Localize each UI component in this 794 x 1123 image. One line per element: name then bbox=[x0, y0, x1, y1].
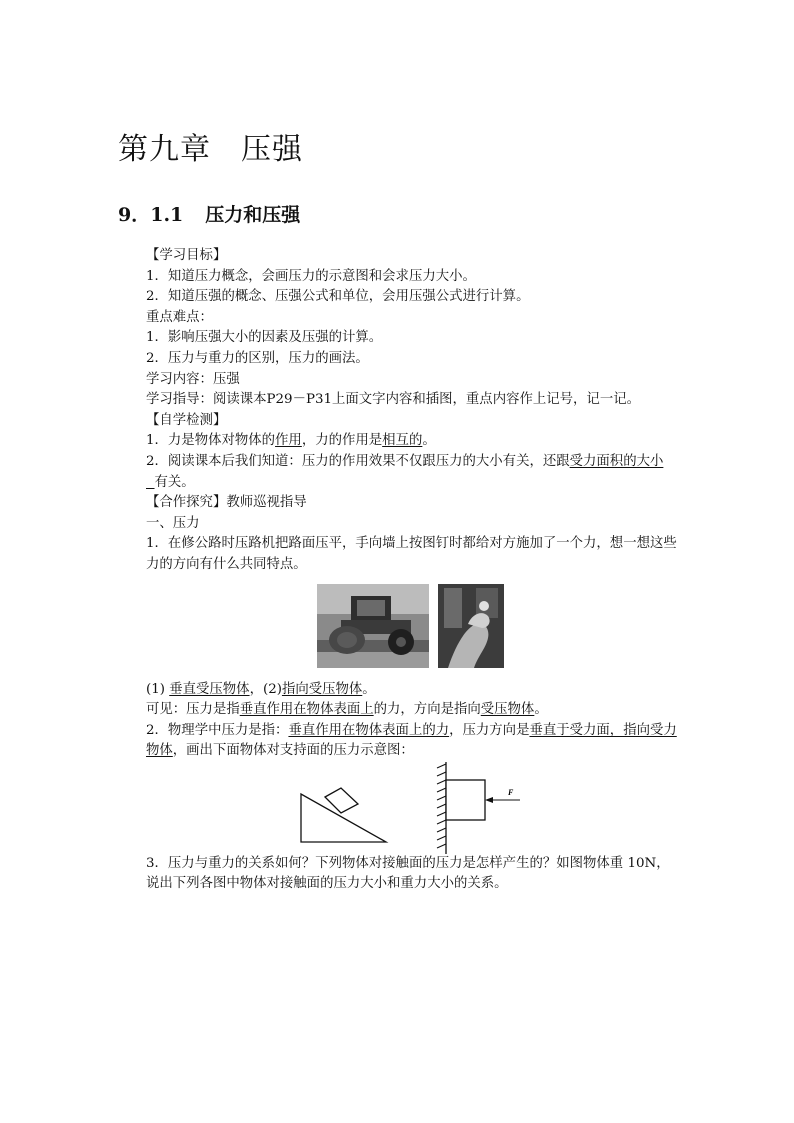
explore-question-1: 1．在修公路时压路机把路面压平，手向墙上按图钉时都给对方施加了一个力，想一想这些力的方向有什么共同特点。 bbox=[146, 536, 677, 572]
question-text: 。 bbox=[534, 702, 548, 718]
chapter-title bbox=[118, 124, 303, 168]
question-text: ，力的作用是 bbox=[301, 433, 383, 449]
question-text: 有关。 bbox=[154, 474, 195, 490]
self-check-question-2 bbox=[118, 452, 680, 493]
question-text: 可见：压力是指 bbox=[146, 702, 240, 718]
explore-heading bbox=[118, 493, 680, 514]
force-diagrams-svg bbox=[118, 762, 680, 854]
key-point-item: 1．影响压强大小的因素及压强的计算。 bbox=[146, 330, 383, 346]
conclusion-line bbox=[118, 700, 680, 721]
answer-text: 垂直作用在物体表面上 bbox=[239, 702, 374, 718]
question-text: 的力，方向是指向 bbox=[373, 702, 481, 718]
question-text: 1．力是物体对物体的 bbox=[146, 433, 276, 449]
answer-text: 作用 bbox=[275, 433, 302, 449]
photo-row bbox=[118, 576, 680, 680]
question-text: 2．阅读课本后我们知道：压力的作用效果不仅跟压力的大小有关，还跟 bbox=[146, 453, 570, 469]
answer-text: 垂直受压物体 bbox=[169, 681, 250, 697]
explore-heading-label: 【合作探究】 bbox=[146, 495, 227, 511]
incline-diagram bbox=[301, 788, 386, 842]
explore-question-3: 3．压力与重力的关系如何？下列物体对接触面的压力是怎样产生的？如图物体重 10N，说出下列各图中物体对接触面的压力大小和重力大小的关系。 bbox=[146, 855, 670, 892]
study-content-value: 压强 bbox=[212, 371, 240, 387]
section-name: 压力和压强 bbox=[205, 204, 301, 226]
answer-suffix: 。 bbox=[362, 681, 376, 697]
road-roller-photo bbox=[317, 584, 429, 668]
answer-blank bbox=[146, 475, 155, 490]
part1-title: 一、压力 bbox=[146, 515, 200, 531]
force-label: F bbox=[508, 787, 514, 797]
wall-diagram bbox=[437, 762, 520, 854]
question-text: 。 bbox=[422, 433, 436, 449]
answer-text: 受力面积的大小 bbox=[569, 453, 664, 469]
answer-text: 垂直于受力面，指向受力物体 bbox=[146, 722, 677, 759]
study-guide bbox=[118, 390, 680, 411]
key-points-heading: 重点难点： bbox=[146, 309, 213, 325]
study-guide-value: 阅读课本P29－P31上面文字内容和插图，重点内容作上记号，记一记。 bbox=[212, 392, 640, 408]
answer-text: 指向受压物体 bbox=[281, 681, 363, 697]
explore-question-2 bbox=[118, 721, 680, 762]
goals-heading: 【学习目标】 bbox=[146, 248, 227, 263]
key-point-item: 2．压力与重力的区别，压力的画法。 bbox=[146, 350, 369, 366]
document-body bbox=[118, 246, 680, 895]
answer-prefix: (1) bbox=[146, 681, 170, 697]
question-text: ，压力方向是 bbox=[449, 722, 530, 738]
thumbtack-illustration bbox=[438, 584, 504, 668]
chapter-number: 第九章 bbox=[118, 132, 211, 167]
road-roller-illustration bbox=[317, 584, 429, 668]
question-text: 2．物理学中压力是指： bbox=[146, 722, 289, 738]
goal-item: 1．知道压力概念，会画压力的示意图和会求压力大小。 bbox=[146, 268, 476, 284]
answer-separator: ，(2) bbox=[249, 681, 282, 697]
study-content bbox=[118, 370, 680, 391]
answer-text: 受压物体 bbox=[480, 702, 535, 718]
section-title bbox=[118, 200, 300, 227]
section-number: 9．1.1 bbox=[118, 204, 184, 226]
answer-text: 垂直作用在物体表面上的力 bbox=[288, 722, 450, 738]
explore-heading-note: 教师巡视指导 bbox=[226, 495, 307, 511]
self-check-heading: 【自学检测】 bbox=[146, 412, 227, 428]
thumbtack-photo bbox=[438, 584, 504, 668]
chapter-name: 压强 bbox=[241, 132, 303, 167]
answer-line-1 bbox=[118, 680, 680, 701]
study-guide-label: 学习指导： bbox=[146, 392, 213, 408]
goal-item: 2．知道压强的概念、压强公式和单位，会用压强公式进行计算。 bbox=[146, 289, 530, 305]
study-content-label: 学习内容： bbox=[146, 371, 213, 387]
force-diagrams bbox=[118, 762, 680, 854]
self-check-question-1 bbox=[118, 431, 680, 452]
question-text: ，画出下面物体对支持面的压力示意图： bbox=[172, 743, 414, 759]
answer-text: 相互的 bbox=[382, 433, 423, 449]
